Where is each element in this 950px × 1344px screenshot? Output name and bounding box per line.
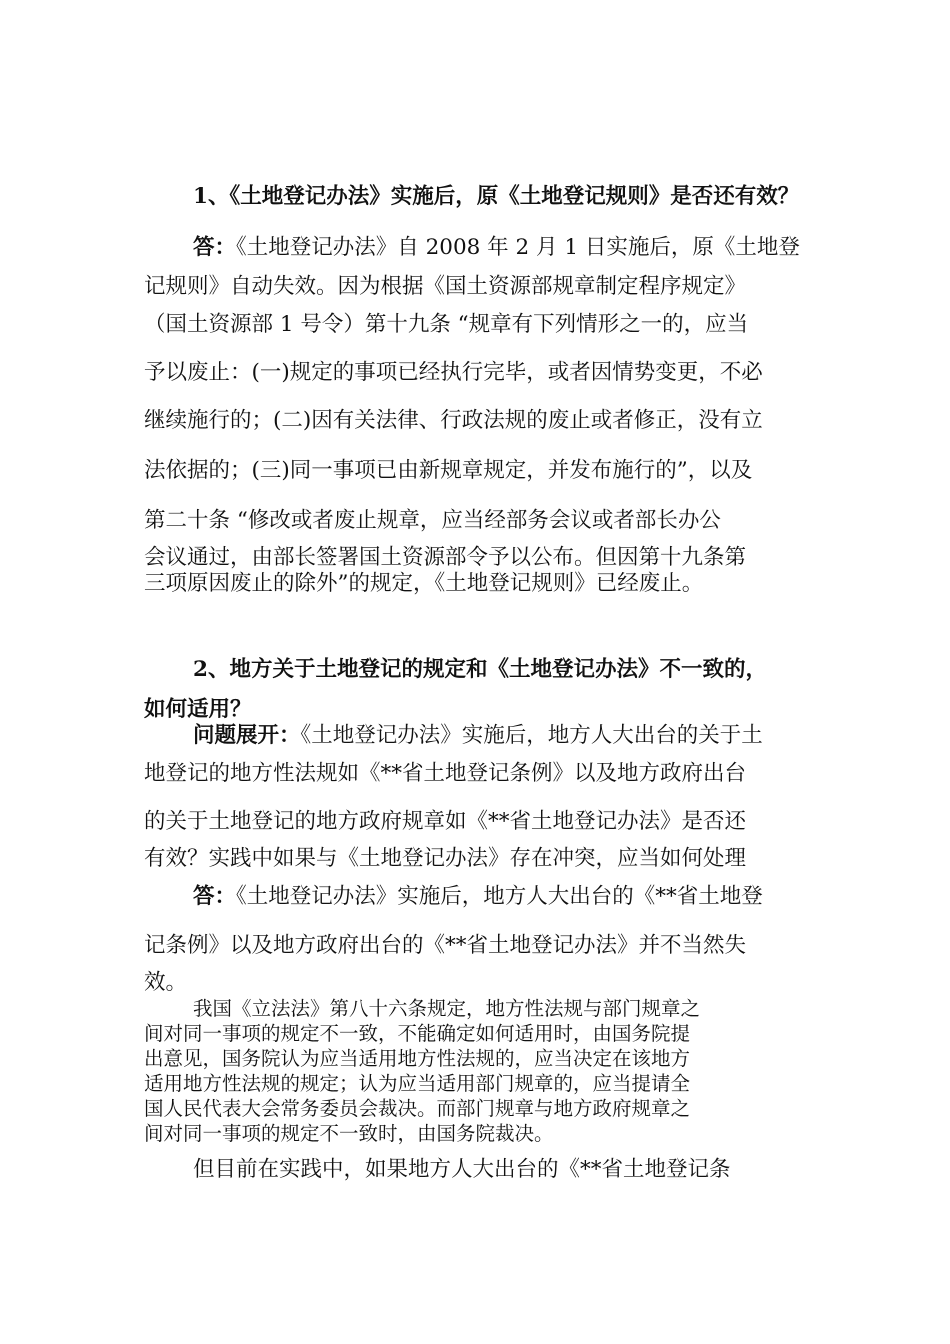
q2-problem-line: 问题展开：《土地登记办法》实施后，地方人大出台的关于土	[193, 723, 763, 748]
q2-law-line: 我国《立法法》第八十六条规定，地方性法规与部门规章之	[193, 997, 701, 1020]
q2-problem-line: 有效？实践中如果与《土地登记办法》存在冲突，应当如何处理	[144, 846, 747, 871]
q1-answer-line: 答：《土地登记办法》自 2008 年 2 月 1 日实施后，原《土地登	[193, 235, 800, 260]
q1-answer-line: 继续施行的；(二)因有关法律、行政法规的废止或者修正，没有立	[144, 408, 763, 433]
q2-practice-line: 但目前在实践中，如果地方人大出台的《**省土地登记条	[193, 1157, 731, 1182]
q2-problem-line: 的关于土地登记的地方政府规章如《**省土地登记办法》是否还	[144, 809, 747, 834]
answer-label: 答：	[193, 884, 237, 909]
answer-label: 答：	[193, 235, 237, 260]
question-2-title: 2、地方关于土地登记的规定和《土地登记办法》不一致的，	[193, 657, 767, 682]
q2-law-line: 国人民代表大会常务委员会裁决。而部门规章与地方政府规章之	[144, 1097, 691, 1120]
q2-law-line: 适用地方性法规的规定；认为应当适用部门规章的，应当提请全	[144, 1072, 691, 1095]
q2-problem-line: 地登记的地方性法规如《**省土地登记条例》以及地方政府出台	[144, 761, 747, 786]
question-1-title: 1、《土地登记办法》实施后，原《土地登记规则》是否还有效？	[193, 184, 800, 209]
q1-answer-line: 第二十条 “修改或者废止规章，应当经部务会议或者部长办公	[144, 508, 721, 533]
q2-answer-line: 答：《土地登记办法》实施后，地方人大出台的《**省土地登	[193, 884, 763, 909]
q1-answer-line: 会议通过，由部长签署国土资源部令予以公布。但因第十九条第	[144, 545, 747, 570]
problem-label: 问题展开：	[193, 723, 301, 748]
q1-answer-line: 予以废止：(一)规定的事项已经执行完毕，或者因情势变更，不必	[144, 360, 763, 385]
q2-law-line: 间对同一事项的规定不一致时，由国务院裁决。	[144, 1122, 554, 1145]
q1-answer-line: 记规则》自动失效。因为根据《国土资源部规章制定程序规定》	[144, 274, 747, 299]
question-2-title-cont: 如何适用？	[144, 697, 252, 722]
q2-answer-line: 记条例》以及地方政府出台的《**省土地登记办法》并不当然失	[144, 933, 747, 958]
q2-law-line: 出意见，国务院认为应当适用地方性法规的，应当决定在该地方	[144, 1047, 691, 1070]
q2-answer-line: 效。	[144, 970, 188, 995]
q1-answer-line: 法依据的；(三)同一事项已由新规章规定，并发布施行的”，以及	[144, 458, 753, 483]
q1-answer-line: （国土资源部 1 号令）第十九条 “规章有下列情形之一的，应当	[144, 312, 749, 337]
q1-answer-line: 三项原因废止的除外”的规定，《土地登记规则》已经废止。	[144, 571, 704, 596]
q2-law-line: 间对同一事项的规定不一致，不能确定如何适用时，由国务院提	[144, 1022, 691, 1045]
